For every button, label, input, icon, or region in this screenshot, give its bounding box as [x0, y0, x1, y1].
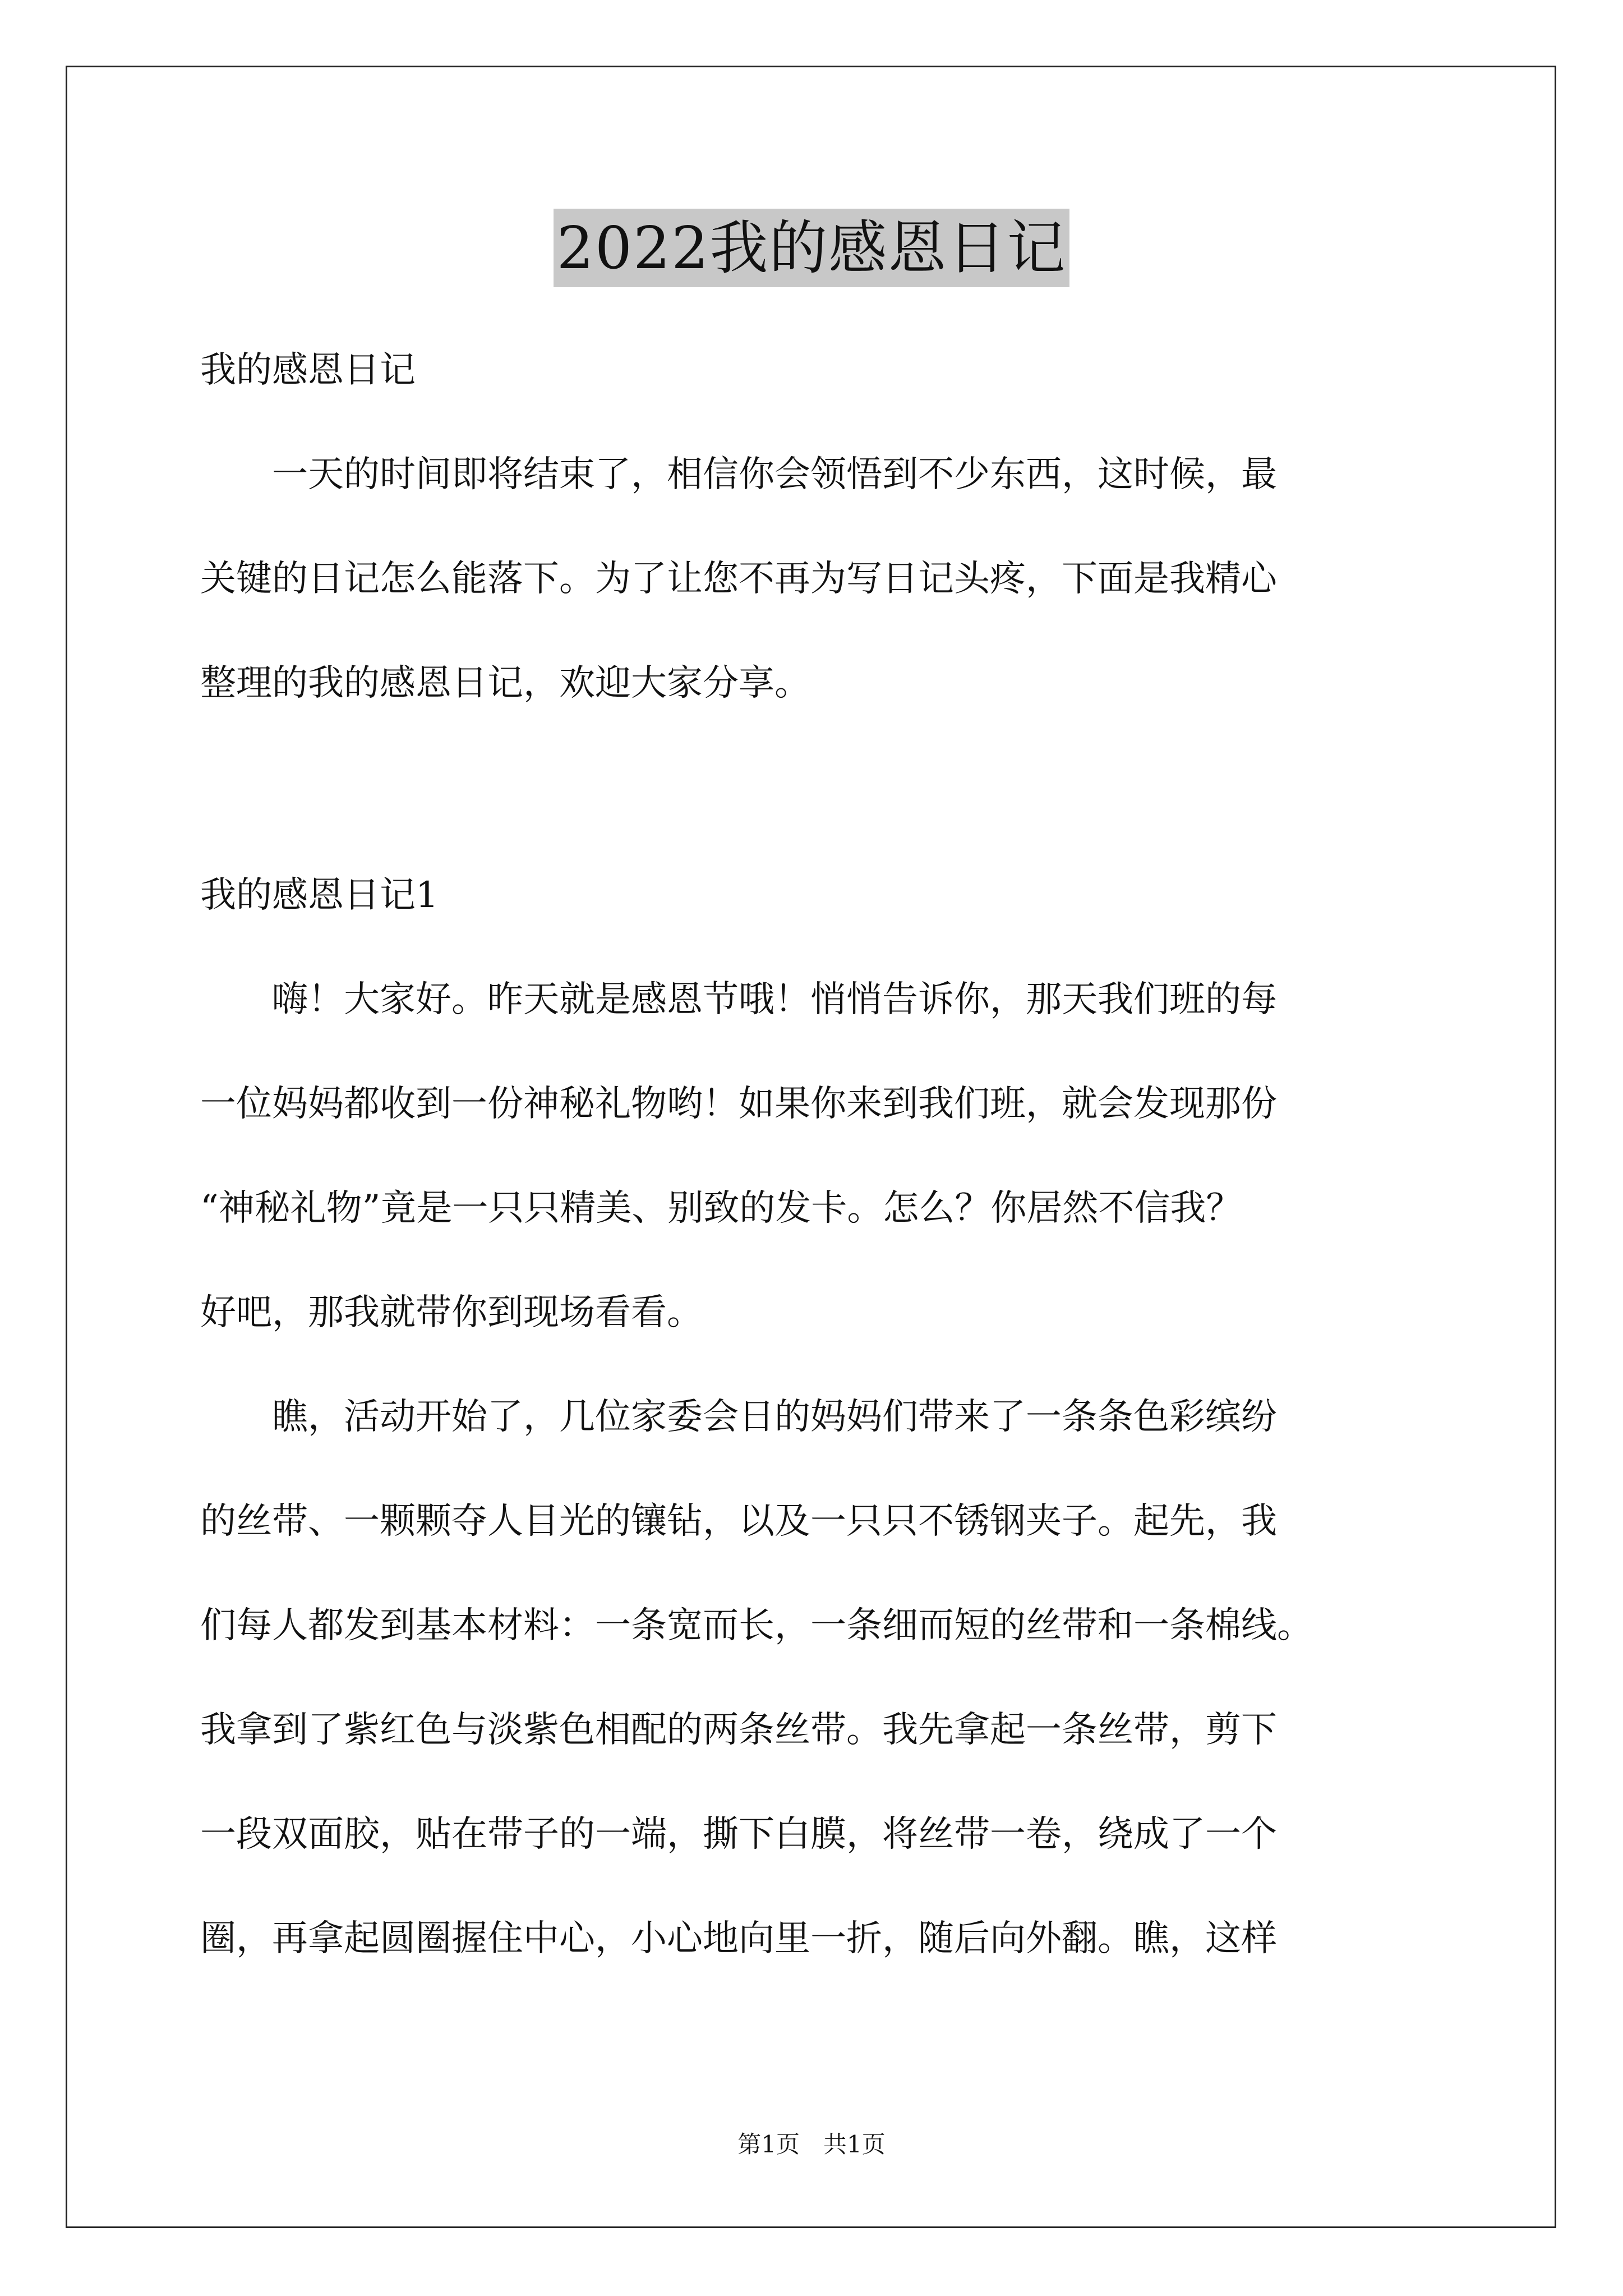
para1-line: 好吧，那我就带你到现场看看。 [200, 1292, 703, 1333]
intro-line: 关键的日记怎么能落下。为了让您不再为写日记头疼，下面是我精心 [200, 558, 1277, 600]
title-container [0, 209, 1623, 287]
intro-line: 一天的时间即将结束了，相信你会领悟到不少东西，这时候，最 [200, 454, 1277, 495]
para1-line: 一位妈妈都收到一份神秘礼物哟！如果你来到我们班，就会发现那份 [200, 1083, 1277, 1125]
document-title: 2022我的感恩日记 [554, 209, 1070, 287]
para2-line: 我拿到了紫红色与淡紫色相配的两条丝带。我先拿起一条丝带，剪下 [200, 1709, 1277, 1751]
para2-line: 圈，再拿起圆圈握住中心，小心地向里一折，随后向外翻。瞧，这样 [200, 1918, 1277, 1959]
para1-line: 嗨！大家好。昨天就是感恩节哦！悄悄告诉你，那天我们班的每 [200, 979, 1277, 1020]
para2-line: 瞧，活动开始了，几位家委会日的妈妈们带来了一条条色彩缤纷 [200, 1396, 1277, 1438]
para2-line: 们每人都发到基本材料：一条宽而长，一条细而短的丝带和一条棉线。 [200, 1605, 1313, 1646]
para1-line: “神秘礼物”竟是一只只精美、别致的发卡。怎么？你居然不信我？ [200, 1188, 1242, 1229]
para2-line: 一段双面胶，贴在带子的一端，撕下白膜，将丝带一卷，绕成了一个 [200, 1814, 1277, 1855]
page-footer: 第1页 共1页 [737, 2131, 886, 2158]
intro-heading: 我的感恩日记 [200, 349, 416, 391]
section-heading: 我的感恩日记1 [200, 875, 439, 916]
para2-line: 的丝带、一颗颗夺人目光的镶钻，以及一只只不锈钢夹子。起先，我 [200, 1501, 1277, 1542]
intro-line: 整理的我的感恩日记，欢迎大家分享。 [200, 662, 810, 704]
